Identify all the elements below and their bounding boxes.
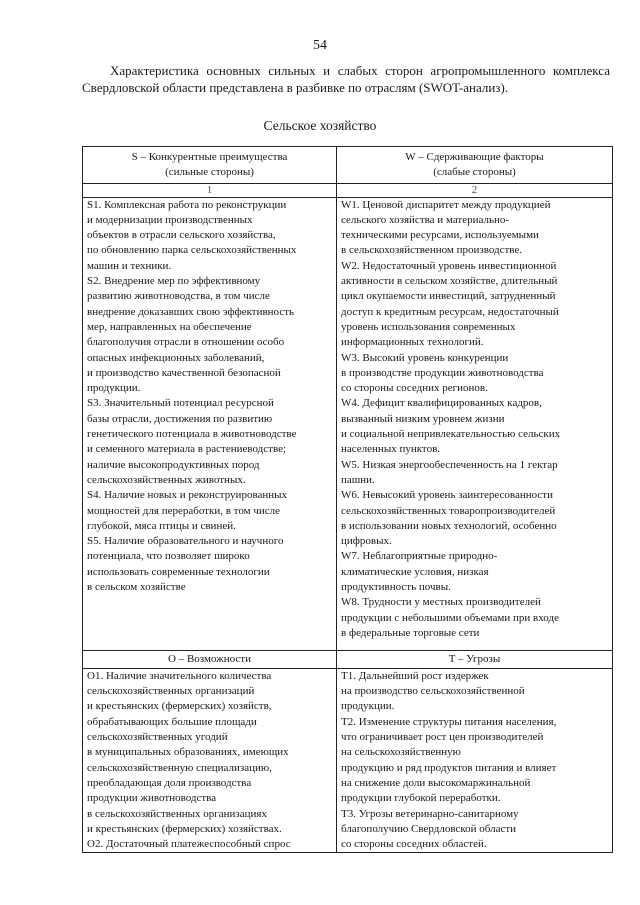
- threats-header: T – Угрозы: [337, 650, 613, 668]
- strength-line: S2. Внедрение мер по эффективному: [87, 275, 261, 288]
- swot-table: [82, 146, 613, 853]
- strength-line: объектов в отрасли сельского хозяйства,: [87, 229, 276, 242]
- opportunity-line: продукции животноводства: [87, 792, 217, 805]
- strength-line: S4. Наличие новых и реконструированных: [87, 489, 288, 502]
- weakness-line: W1. Ценовой диспаритет между продукцией: [341, 198, 551, 211]
- weakness-line: цифровых.: [341, 535, 392, 548]
- strength-line: базы отрасли, достижения по развитию: [87, 412, 273, 425]
- opportunities-header: O – Возможности: [83, 650, 337, 668]
- opportunity-line: и крестьянских (фермерских) хозяйствах.: [87, 822, 282, 835]
- column-number-1: 1: [83, 183, 337, 197]
- weakness-line: сельского хозяйства и материально-: [341, 213, 510, 226]
- weakness-line: W2. Недостаточный уровень инвестиционной: [341, 259, 557, 272]
- threat-line: продукции глубокой переработки.: [341, 792, 501, 805]
- weakness-line: вызванный низким уровнем жизни: [341, 412, 505, 425]
- opportunity-line: и крестьянских (фермерских) хозяйств,: [87, 700, 272, 713]
- weaknesses-list: [337, 197, 613, 650]
- strength-line: и модернизации производственных: [87, 213, 253, 226]
- strength-line: наличие высокопродуктивных пород: [87, 458, 260, 471]
- swot-body-row-sw: [83, 197, 613, 650]
- weaknesses-header-title: W – Сдерживающие факторы: [405, 151, 544, 163]
- strengths-header-title: S – Конкурентные преимущества: [131, 151, 288, 163]
- strength-line: мер, направленных на обеспечение: [87, 320, 252, 333]
- opportunity-line: O1. Наличие значительного количества: [87, 669, 272, 682]
- weakness-line: в сельскохозяйственном производстве.: [341, 244, 523, 257]
- strength-line: S1. Комплексная работа по реконструкции: [87, 198, 287, 211]
- threat-line: T1. Дальнейший рост издержек: [341, 669, 489, 682]
- weakness-line: информационных технологий.: [341, 336, 484, 349]
- weakness-line: W8. Трудности у местных производителей: [341, 596, 541, 609]
- opportunity-line: O2. Достаточный платежеспособный спрос: [87, 838, 291, 851]
- threat-line: T2. Изменение структуры питания населения,: [341, 715, 557, 728]
- opportunity-line: обрабатывающих большие площади: [87, 715, 257, 728]
- swot-header-row-sw: [83, 147, 613, 184]
- page-number: 54: [313, 38, 327, 53]
- strengths-list: [83, 197, 337, 650]
- section-title: Сельское хозяйство: [263, 118, 377, 133]
- swot-header-row-ot: [83, 650, 613, 668]
- threat-line: продукции.: [341, 700, 395, 713]
- strength-line: S5. Наличие образовательного и научного: [87, 535, 284, 548]
- weakness-line: в использовании новых технологий, особенно: [341, 519, 557, 532]
- weakness-line: W7. Неблагоприятные природно-: [341, 550, 498, 563]
- strengths-header: [83, 147, 337, 184]
- weakness-line: уровень использования современных: [341, 320, 516, 333]
- strength-line: в сельском хозяйстве: [87, 581, 186, 594]
- threat-line: что ограничивает рост цен производителей: [341, 731, 544, 744]
- opportunity-line: сельскохозяйственных организаций: [87, 685, 255, 698]
- strength-line: внедрение доказавших свою эффективность: [87, 305, 295, 318]
- strength-line: потенциала, что позволяет широко: [87, 550, 250, 563]
- weakness-line: в федеральные торговые сети: [341, 626, 480, 639]
- strength-line: и производство качественной безопасной: [87, 366, 281, 379]
- weakness-line: населенных пунктов.: [341, 443, 441, 456]
- opportunity-line: в муниципальных образованиях, имеющих: [87, 746, 289, 759]
- weaknesses-header-subtitle: (слабые стороны): [433, 166, 516, 179]
- strength-line: глубокой, мяса птицы и свиней.: [87, 519, 236, 532]
- threat-line: на производство сельскохозяйственной: [341, 685, 525, 698]
- strengths-header-subtitle: (сильные стороны): [165, 166, 254, 179]
- strength-line: по обновлению парка сельскохозяйственных: [87, 244, 297, 257]
- threat-line: на сельскохозяйственную: [341, 746, 461, 759]
- weakness-line: и социальной непривлекательностью сельских: [341, 428, 561, 441]
- weakness-line: W6. Невысокий уровень заинтересованности: [341, 489, 553, 502]
- threat-line: благополучию Свердловской области: [341, 822, 517, 835]
- opportunity-line: преобладающая доля производства: [87, 776, 252, 789]
- strength-line: развитию животноводства, в том числе: [87, 290, 270, 303]
- opportunities-list: [83, 668, 337, 853]
- opportunity-line: сельскохозяйственных угодий: [87, 731, 228, 744]
- strength-line: генетического потенциала в животноводстве: [87, 428, 297, 441]
- swot-body-row-ot: [83, 668, 613, 853]
- strength-line: сельскохозяйственных животных.: [87, 473, 246, 486]
- weakness-line: активности в сельском хозяйстве, длительный: [341, 275, 558, 288]
- opportunity-line: в сельскохозяйственных организациях: [87, 807, 267, 820]
- weakness-line: пашни.: [341, 473, 375, 486]
- column-number-2: 2: [337, 183, 613, 197]
- strength-line: мощностей для переработки, в том числе: [87, 504, 280, 517]
- weakness-line: климатические условия, низкая: [341, 565, 489, 578]
- weakness-line: цикл окупаемости инвестиций, затрудненный: [341, 290, 556, 303]
- strength-line: использовать современные технологии: [87, 565, 270, 578]
- strength-line: благополучия отрасли в отношении особо: [87, 336, 285, 349]
- weakness-line: техническими ресурсами, используемыми: [341, 229, 539, 242]
- threat-line: на снижение доли высокомаржинальной: [341, 776, 531, 789]
- column-number-row: [83, 183, 613, 197]
- opportunity-line: сельскохозяйственную специализацию,: [87, 761, 272, 774]
- weakness-line: продуктивность почвы.: [341, 581, 451, 594]
- strength-line: и семенного материала в растениеводстве;: [87, 443, 287, 456]
- strength-line: опасных инфекционных заболеваний,: [87, 351, 265, 364]
- weakness-line: продукции с небольшими объемами при входе: [341, 611, 559, 624]
- weaknesses-header: [337, 147, 613, 184]
- strength-line: S3. Значительный потенциал ресурсной: [87, 397, 274, 410]
- weakness-line: в производстве продукции животноводства: [341, 366, 544, 379]
- weakness-line: со стороны соседних регионов.: [341, 382, 488, 395]
- intro-paragraph: Характеристика основных сильных и слабых сторон агропромышленного комплекса Свердловской области представлена в разбивке по отраслям (SWOT-анализ).: [82, 63, 610, 95]
- weakness-line: W4. Дефицит квалифицированных кадров,: [341, 397, 542, 410]
- weakness-line: сельскохозяйственных товаропроизводителей: [341, 504, 556, 517]
- threats-list: [337, 668, 613, 853]
- threat-line: T3. Угрозы ветеринарно-санитарному: [341, 807, 519, 820]
- weakness-line: W3. Высокий уровень конкуренции: [341, 351, 509, 364]
- strength-line: машин и техники.: [87, 259, 172, 272]
- threat-line: продукцию и ряд продуктов питания и влияет: [341, 761, 557, 774]
- weakness-line: доступ к кредитным ресурсам, недостаточный: [341, 305, 559, 318]
- strength-line: продукции.: [87, 382, 141, 395]
- threat-line: со стороны соседних областей.: [341, 838, 487, 851]
- weakness-line: W5. Низкая энергообеспеченность на 1 гектар: [341, 458, 558, 471]
